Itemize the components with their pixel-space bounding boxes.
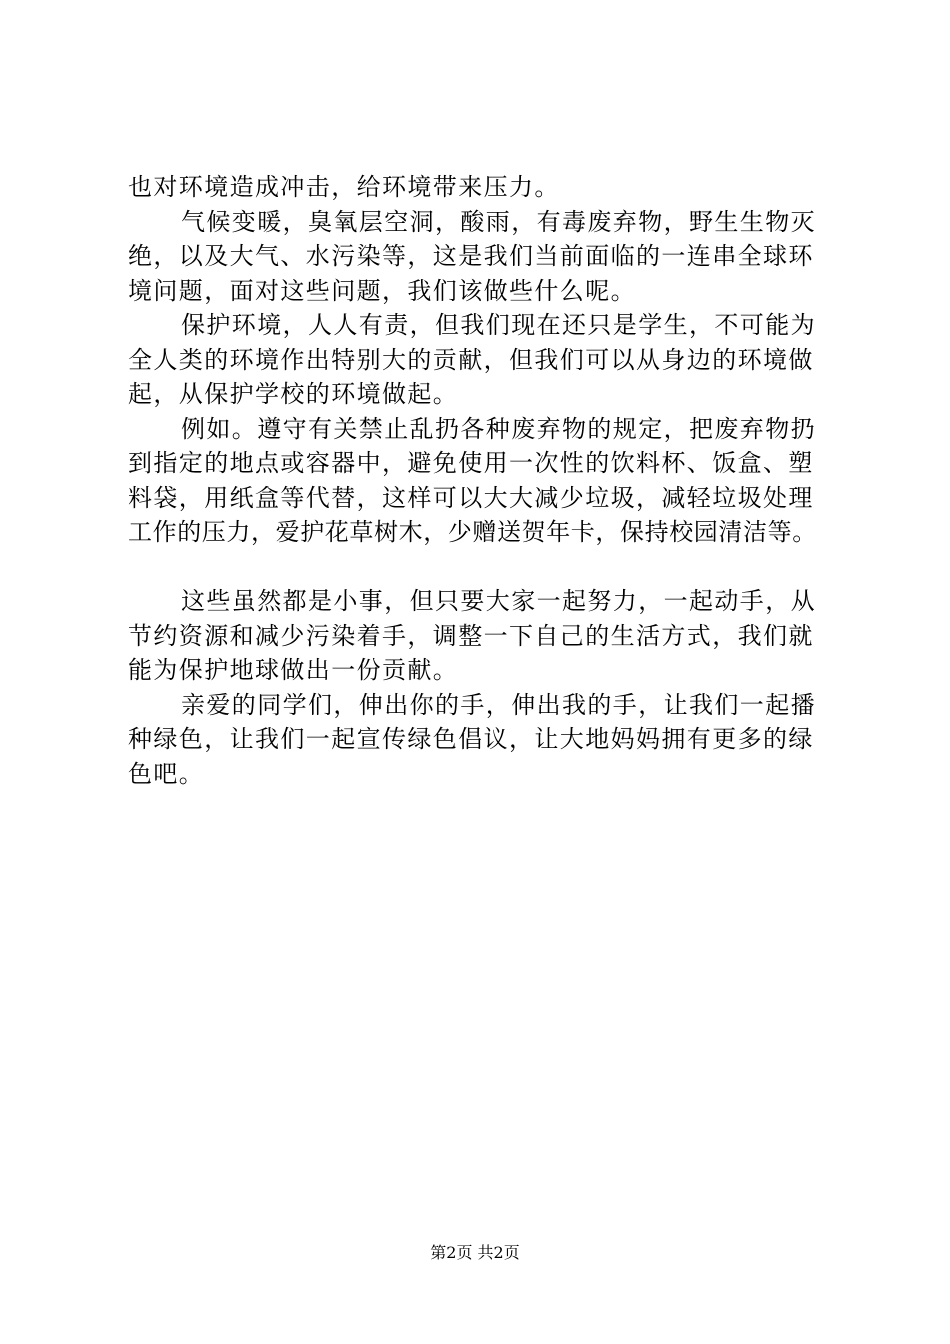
text-line: 色吧。 xyxy=(128,759,205,788)
paragraph-start-line: 这些虽然都是小事，但只要大家一起努力，一起动手，从 xyxy=(181,587,816,615)
paragraph-gap xyxy=(128,550,840,585)
paragraph-start-line: 气候变暖，臭氧层空洞，酸雨，有毒废弃物，野生生物灭 xyxy=(181,207,816,236)
text-line: 种绿色，让我们一起宣传绿色倡议，让大地妈妈拥有更多的绿 xyxy=(128,725,814,753)
paragraph-start-line: 例如。遵守有关禁止乱扔各种废弃物的规定，把废弃物扔 xyxy=(181,414,816,443)
paragraph-start-line: 亲爱的同学们，伸出你的手，伸出我的手，让我们一起播 xyxy=(181,690,816,719)
text-line: 节约资源和减少污染着手，调整一下自己的生活方式，我们就 xyxy=(128,621,814,650)
page-footer: 第2页 共2页 xyxy=(430,1243,520,1262)
paragraph-start-line: 保护环境，人人有责，但我们现在还只是学生，不可能为 xyxy=(181,311,816,339)
text-line: 料袋，用纸盒等代替，这样可以大大减少垃圾，减轻垃圾处理 xyxy=(128,483,814,512)
text-line: 起，从保护学校的环境做起。 xyxy=(128,380,459,408)
text-line: 绝，以及大气、水污染等，这是我们当前面临的一连串全球环 xyxy=(128,242,814,270)
text-line: 能为保护地球做出一份贡献。 xyxy=(128,656,459,684)
document-body xyxy=(128,170,840,791)
text-line: 全人类的环境作出特别大的贡献，但我们可以从身边的环境做 xyxy=(128,345,814,374)
text-line: 也对环境造成冲击，给环境带来压力。 xyxy=(128,173,560,201)
text-line: 工作的压力，爱护花草树木，少赠送贺年卡，保持校园清洁等。 xyxy=(128,518,817,546)
text-line: 到指定的地点或容器中，避免使用一次性的饮料杯、饭盒、塑 xyxy=(128,449,814,477)
text-line: 境问题，面对这些问题，我们该做些什么呢。 xyxy=(128,276,636,305)
